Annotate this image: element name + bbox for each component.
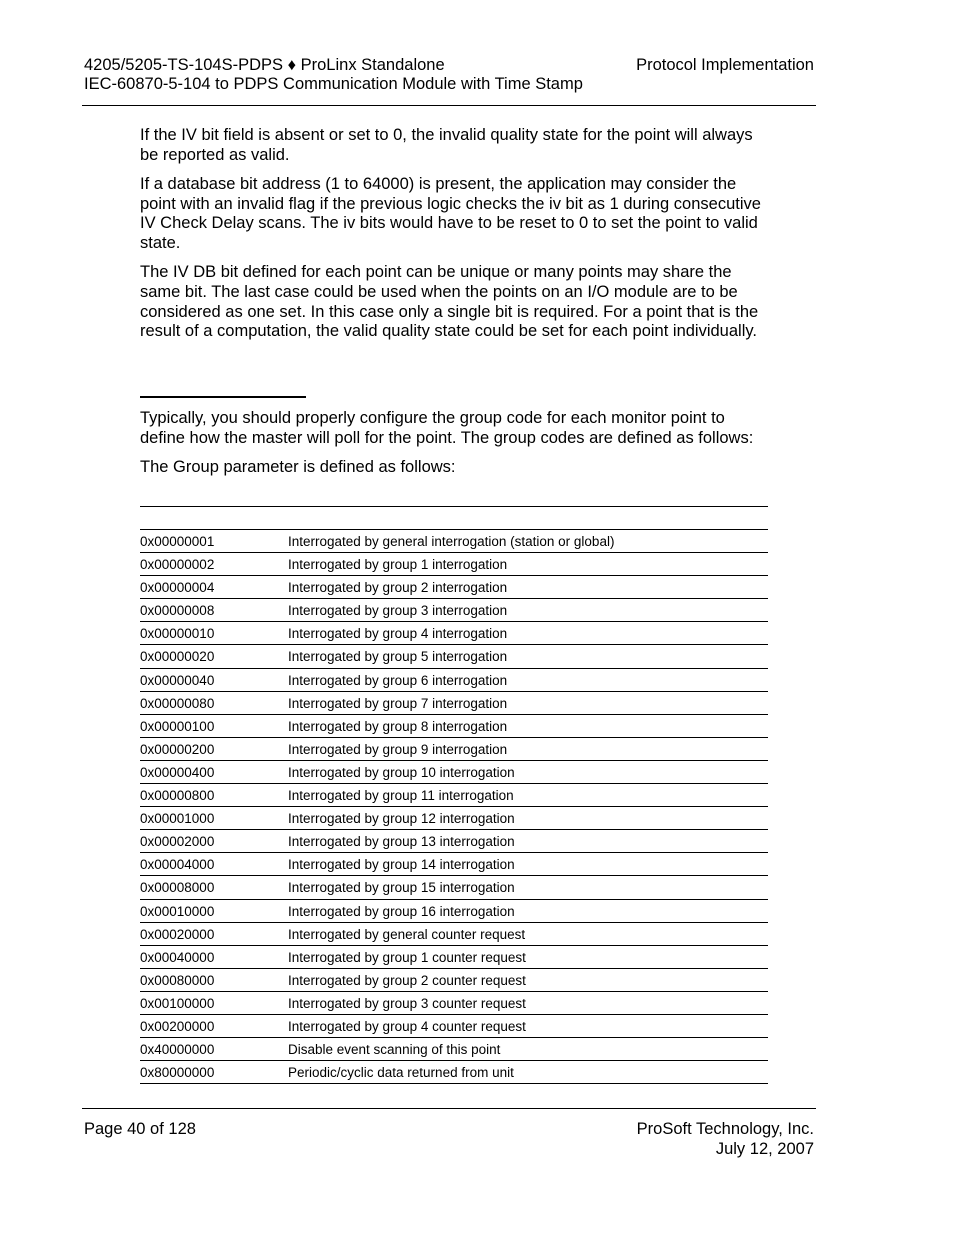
table-row — [140, 807, 768, 830]
header-product-title: 4205/5205-TS-104S-PDPS ♦ ProLinx Standalone — [84, 56, 445, 74]
group-description-cell: Interrogated by group 16 interrogation — [288, 903, 515, 919]
group-code-cell: 0x00008000 — [140, 880, 215, 896]
group-code-cell: 0x00000400 — [140, 764, 215, 780]
table-row — [140, 830, 768, 853]
table-row — [140, 900, 768, 923]
table-row — [140, 784, 768, 807]
group-description-cell: Interrogated by group 2 counter request — [288, 972, 526, 988]
group-code-cell: 0x00000040 — [140, 672, 215, 688]
group-code-cell: 0x80000000 — [140, 1065, 215, 1081]
table-row — [140, 1015, 768, 1038]
group-description-cell: Interrogated by group 15 interrogation — [288, 880, 515, 896]
table-row — [140, 530, 768, 553]
section-divider — [140, 396, 306, 398]
table-row — [140, 761, 768, 784]
paragraph-iv-shared-bit: The IV DB bit defined for each point can be unique or many points may share the same bit. The last case could be used when the points on an I/O module are to be considered as one set. In this case only a single bit is required. For a point that is the result of a computation, the valid quality state could be set for each point individually. — [140, 263, 759, 341]
group-code-cell: 0x00004000 — [140, 857, 215, 873]
header-divider — [82, 105, 816, 106]
header-left — [84, 56, 583, 94]
table-row — [140, 553, 768, 576]
header-product-subtitle: IEC-60870-5-104 to PDPS Communication Module with Time Stamp — [84, 75, 583, 93]
table-row — [140, 738, 768, 761]
group-code-cell: 0x00010000 — [140, 903, 215, 919]
header-section-title: Protocol Implementation — [636, 56, 814, 74]
group-code-cell: 0x00000200 — [140, 741, 215, 757]
group-description-cell: Disable event scanning of this point — [288, 1042, 501, 1058]
paragraph-group-intro: Typically, you should properly configure the group code for each monitor point to define how the master will poll for the point. The group codes are defined as follows: — [140, 409, 754, 447]
body-section-iv — [140, 126, 765, 352]
page-number: Page 40 of 128 — [84, 1120, 196, 1138]
table-row — [140, 946, 768, 969]
group-code-cell: 0x00000004 — [140, 580, 215, 596]
paragraph-iv-database-bit: If a database bit address (1 to 64000) is present, the application may consider the point with an invalid flag if the previous logic checks the iv bit as 1 during consecutive IV Check Delay scans. The iv bits would have to be reset to 0 to set the point to valid state. — [140, 174, 761, 253]
group-description-cell: Interrogated by group 4 counter request — [288, 1018, 526, 1034]
group-description-cell: Interrogated by group 4 interrogation — [288, 626, 508, 642]
paragraph-group-definition: The Group parameter is defined as follows: — [140, 457, 456, 476]
group-code-cell: 0x00100000 — [140, 995, 215, 1011]
group-description-cell: Interrogated by group 9 interrogation — [288, 741, 508, 757]
group-code-cell: 0x00080000 — [140, 972, 215, 988]
table-row — [140, 992, 768, 1015]
table-row — [140, 622, 768, 645]
group-description-cell: Interrogated by group 12 interrogation — [288, 811, 515, 827]
group-code-cell: 0x00000010 — [140, 626, 215, 642]
table-row — [140, 853, 768, 876]
group-code-cell: 0x00000020 — [140, 649, 215, 665]
table-row — [140, 576, 768, 599]
group-description-cell: Interrogated by group 8 interrogation — [288, 718, 508, 734]
table-row — [140, 669, 768, 692]
table-row — [140, 969, 768, 992]
group-description-cell: Interrogated by group 14 interrogation — [288, 857, 515, 873]
group-description-cell: Interrogated by general counter request — [288, 926, 526, 942]
group-code-cell: 0x00040000 — [140, 949, 215, 965]
group-code-cell: 0x00002000 — [140, 834, 215, 850]
group-description-cell: Interrogated by group 10 interrogation — [288, 764, 515, 780]
group-description-cell: Interrogated by group 3 counter request — [288, 995, 526, 1011]
group-code-cell: 0x00000002 — [140, 557, 215, 573]
footer-right — [637, 1120, 814, 1159]
table-header-row — [140, 507, 768, 530]
group-code-cell: 0x00000100 — [140, 718, 215, 734]
footer-divider — [82, 1108, 816, 1109]
document-date: July 12, 2007 — [715, 1139, 814, 1158]
group-description-cell: Interrogated by group 5 interrogation — [288, 649, 508, 665]
table-row — [140, 876, 768, 899]
group-code-cell: 0x00000800 — [140, 788, 215, 804]
table-row — [140, 599, 768, 622]
group-description-cell: Interrogated by group 1 counter request — [288, 949, 526, 965]
table-row — [140, 645, 768, 668]
body-section-group — [140, 409, 765, 487]
group-description-cell: Interrogated by group 3 interrogation — [288, 603, 508, 619]
group-code-cell: 0x00000001 — [140, 534, 215, 549]
table-row — [140, 715, 768, 738]
company-name: ProSoft Technology, Inc. — [636, 1120, 814, 1138]
group-description-cell: Interrogated by general interrogation (station or global) — [288, 534, 615, 549]
table-row — [140, 692, 768, 715]
group-description-cell: Interrogated by group 6 interrogation — [288, 672, 508, 688]
table-row — [140, 923, 768, 946]
group-description-cell: Periodic/cyclic data returned from unit — [288, 1065, 514, 1081]
group-code-cell: 0x40000000 — [140, 1042, 215, 1058]
group-description-cell: Interrogated by group 13 interrogation — [288, 834, 515, 850]
group-description-cell: Interrogated by group 1 interrogation — [288, 557, 508, 573]
group-code-cell: 0x00020000 — [140, 926, 215, 942]
group-code-cell: 0x00200000 — [140, 1018, 215, 1034]
group-code-cell: 0x00001000 — [140, 811, 215, 827]
group-code-table — [140, 506, 768, 1084]
group-description-cell: Interrogated by group 7 interrogation — [288, 695, 508, 711]
table-row — [140, 1038, 768, 1061]
group-description-cell: Interrogated by group 2 interrogation — [288, 580, 508, 596]
group-description-cell: Interrogated by group 11 interrogation — [288, 788, 514, 804]
group-code-cell: 0x00000080 — [140, 695, 215, 711]
paragraph-iv-absent: If the IV bit field is absent or set to 0, the invalid quality state for the point will always be reported as valid. — [140, 126, 753, 164]
group-code-cell: 0x00000008 — [140, 603, 215, 619]
table-row — [140, 1061, 768, 1084]
